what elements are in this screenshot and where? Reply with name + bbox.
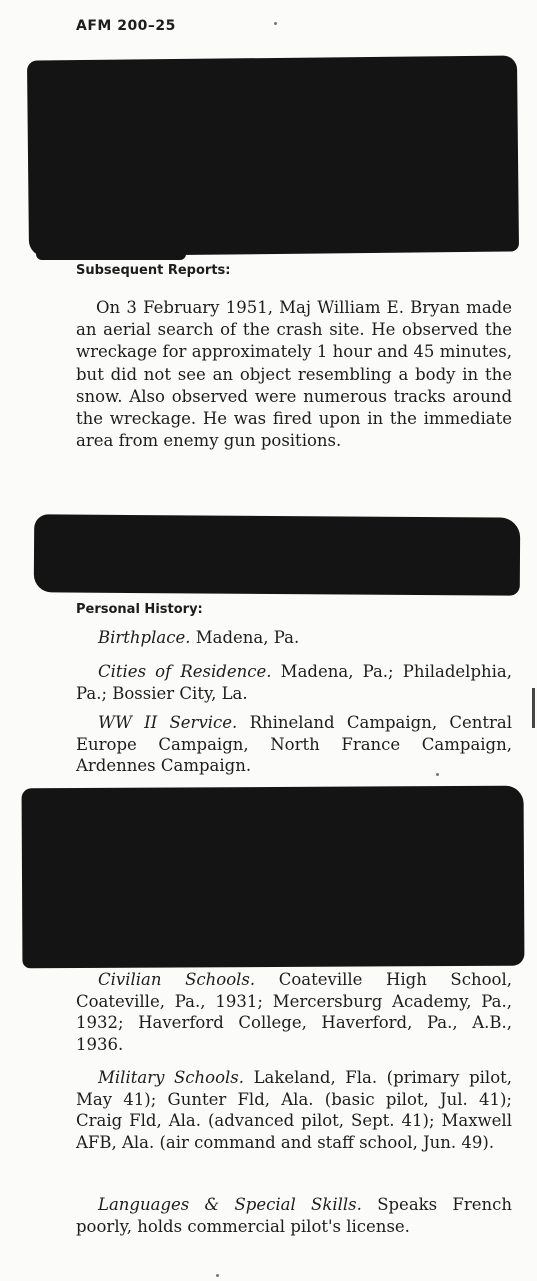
ww2-service-entry — [76, 712, 512, 777]
military-schools-entry — [76, 1067, 512, 1153]
redaction-block — [22, 786, 525, 969]
subsequent-reports-paragraph — [76, 297, 512, 452]
ww2-service-value: Rhineland Campaign, Central Europe Campaign, North France Campaign, Ardennes Campaign. — [76, 713, 513, 775]
languages-label: Languages & Special Skills. — [98, 1195, 362, 1214]
residence-value: Madena, Pa.; Philadelphia, Pa.; Bossier City, La. — [76, 662, 512, 703]
civilian-schools-label: Civilian Schools. — [98, 970, 256, 989]
civilian-schools-value: Coateville High School, Coateville, Pa., 1931; Mercersburg Academy, Pa., 1932; Haverford College, Haverford, Pa., A.B., 1936. — [76, 970, 512, 1054]
ww2-service-label: WW II Service. — [98, 713, 238, 732]
military-schools-label: Military Schools. — [98, 1068, 245, 1087]
subsequent-reports-text: On 3 February 1951, Maj William E. Bryan made an aerial search of the crash site. He observed the wreckage for approximately 1 hour and 45 minutes, but did not see an object resembling a body in the snow. Also observed were numerous tracks around the wreckage. He was fired upon in the immediate area from enemy gun positions. — [76, 298, 512, 451]
section-heading-personal-history: Personal History: — [76, 602, 203, 617]
civilian-schools-entry — [76, 969, 512, 1055]
redaction-block — [27, 55, 519, 256]
languages-value: Speaks French poorly, holds commercial pilot's license. — [76, 1195, 512, 1236]
section-heading-subsequent-reports: Subsequent Reports: — [76, 263, 231, 278]
birthplace-entry — [76, 627, 512, 649]
speck — [274, 22, 277, 25]
margin-mark — [532, 688, 535, 728]
redaction-block — [34, 514, 521, 595]
birthplace-label: Birthplace. — [98, 628, 191, 647]
military-schools-value: Lakeland, Fla. (primary pilot, May 41); Gunter Fld, Ala. (basic pilot, Jul. 41); Craig Fld, Ala. (advanced pilot, Sept. 41); Maxwell AFB, Ala. (air command and staff school, Jun. 49). — [76, 1068, 512, 1152]
speck — [216, 1274, 219, 1277]
languages-entry — [76, 1194, 512, 1237]
residence-label: Cities of Residence. — [98, 662, 272, 681]
birthplace-value: Madena, Pa. — [195, 628, 300, 647]
redaction-block — [36, 238, 186, 260]
speck — [436, 773, 439, 776]
form-number-header: AFM 200–25 — [76, 18, 176, 34]
residence-entry — [76, 661, 512, 704]
